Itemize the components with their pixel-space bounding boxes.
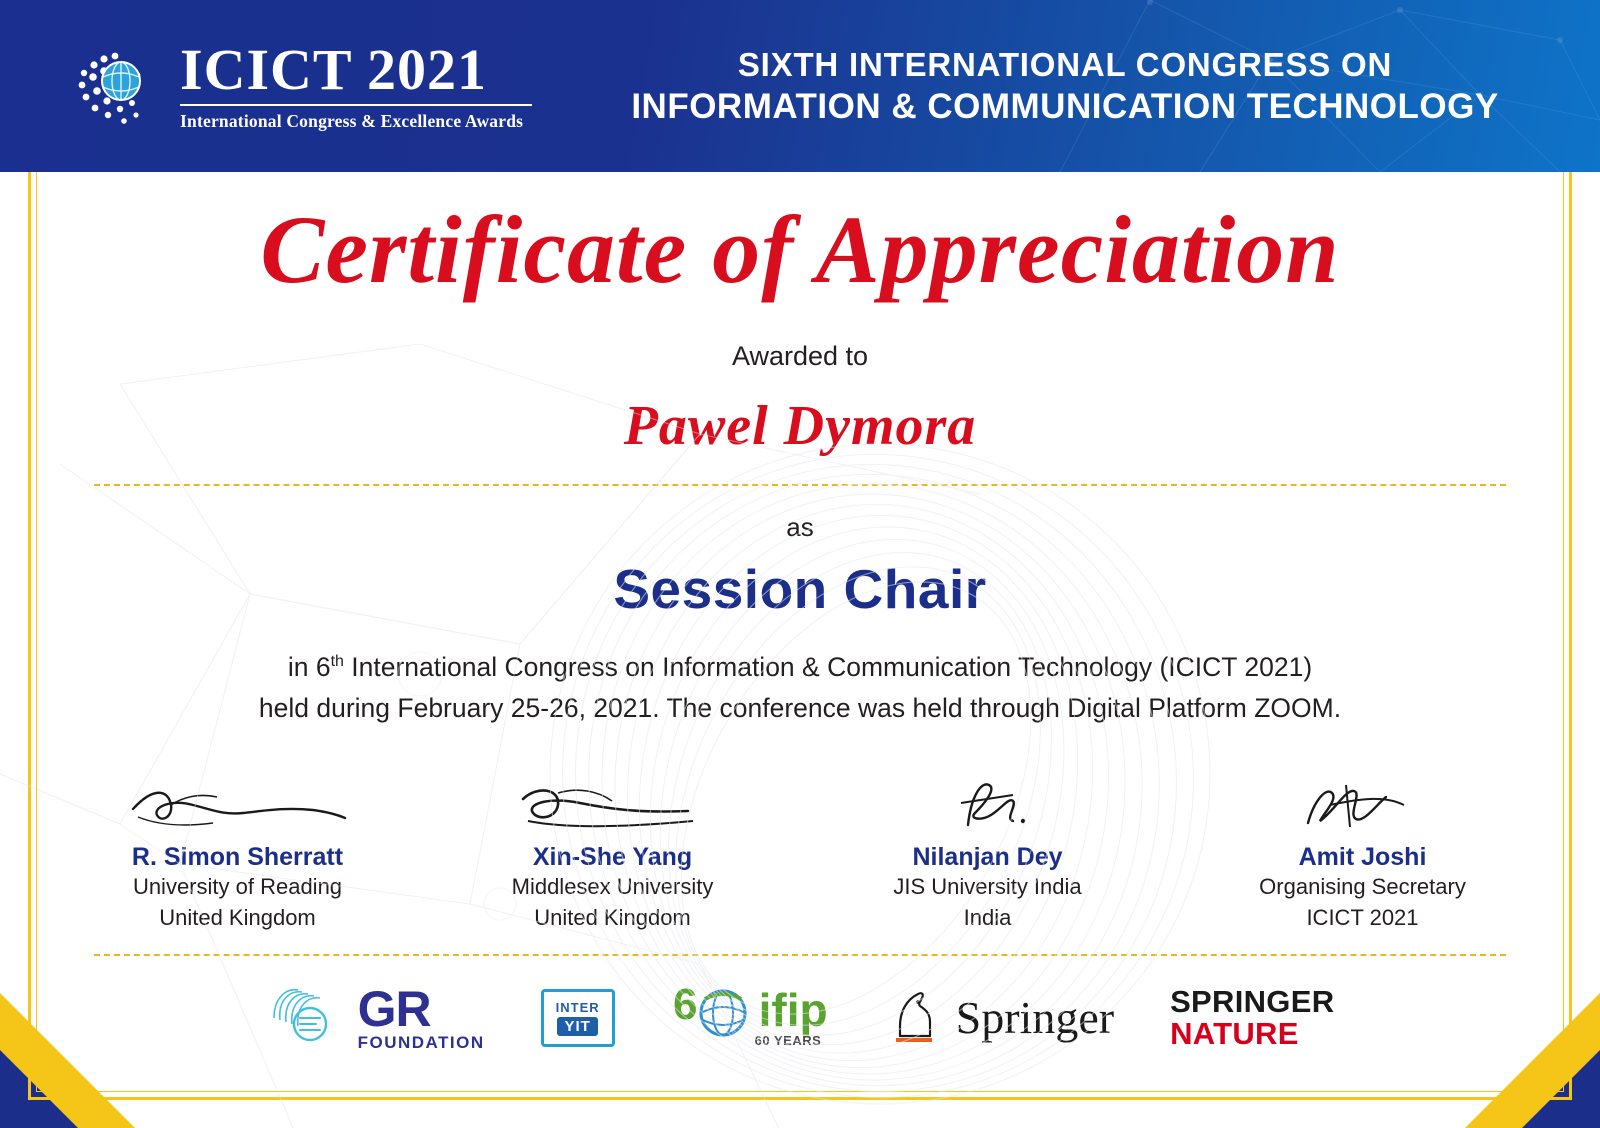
signatory-name: Xin-She Yang <box>532 842 693 871</box>
signatory-country: United Kingdom <box>159 904 316 930</box>
page-title: Certificate of Appreciation <box>260 196 1340 303</box>
description-line-2: held during February 25-26, 2021. The conference was held through Digital Platform ZOOM. <box>258 692 1342 723</box>
header-line-2: INFORMATION & COMMUNICATION TECHNOLOGY <box>631 86 1499 126</box>
sponsor-inter-yit <box>541 978 615 1058</box>
awarded-to-label: Awarded to <box>731 340 869 371</box>
divider-bottom <box>94 954 1506 956</box>
signatory-country: India <box>963 904 1012 930</box>
inter-yit-bottom-text: YIT <box>557 1017 597 1036</box>
header-title-block <box>560 44 1600 129</box>
handwritten-signature-icon <box>800 771 1175 837</box>
signatory-block-4 <box>1175 771 1550 934</box>
signatures-row <box>0 771 1600 934</box>
signatory-block-3 <box>800 771 1175 934</box>
springer-wordmark: Springer <box>955 991 1115 1043</box>
gr-foundation-logo-icon <box>266 984 350 1051</box>
divider-top <box>94 484 1506 486</box>
signatory-affiliation: JIS University India <box>893 873 1082 899</box>
springer-nature-top: SPRINGER <box>1170 983 1335 1019</box>
gr-foundation-name: GR <box>357 981 431 1038</box>
as-label: as <box>786 511 814 542</box>
inter-yit-logo-icon <box>541 989 615 1047</box>
signatory-name: Amit Joshi <box>1298 842 1427 871</box>
signatory-name: R. Simon Sherratt <box>131 842 344 871</box>
recipient-name: Pawel Dymora <box>623 394 977 457</box>
sponsor-ifip <box>671 978 828 1058</box>
gr-foundation-sub: FOUNDATION <box>357 1033 485 1053</box>
signatory-event: ICICT 2021 <box>1306 904 1419 930</box>
sponsor-logos-row <box>0 972 1600 1064</box>
brand-divider <box>180 104 532 106</box>
brand-title: ICICT 2021 <box>180 36 488 102</box>
signatory-block-2 <box>425 771 800 934</box>
handwritten-signature-icon <box>1175 771 1550 837</box>
ifip-wordmark: ifip <box>758 984 828 1037</box>
sponsor-springer <box>884 978 1114 1058</box>
header-banner <box>0 0 1600 172</box>
description-line-1-prefix: in 6 <box>287 651 331 682</box>
inter-yit-top-text: INTER <box>555 999 600 1015</box>
icict-globe-logo-icon <box>62 31 172 141</box>
sponsor-springer-nature <box>1170 978 1334 1058</box>
springer-nature-bottom: NATURE <box>1170 1015 1299 1051</box>
description-line-1-rest: International Congress on Information & Communication Technology (ICICT 2021) <box>343 651 1313 682</box>
certificate-body <box>0 172 1600 1128</box>
sponsor-gr-foundation <box>266 978 485 1058</box>
ifip-60-years-logo-icon <box>671 979 755 1056</box>
signatory-block-1 <box>50 771 425 934</box>
springer-knight-logo-icon <box>884 982 944 1053</box>
role-title: Session Chair <box>613 557 987 620</box>
handwritten-signature-icon <box>50 771 425 837</box>
certificate-description <box>0 647 1600 729</box>
ifip-years-label: 60 YEARS <box>754 1033 822 1049</box>
handwritten-signature-icon <box>425 771 800 837</box>
description-line-1 <box>0 647 1600 688</box>
signatory-role: Organising Secretary <box>1259 873 1466 899</box>
signatory-name: Nilanjan Dey <box>912 842 1063 871</box>
ordinal-suffix: th <box>330 652 344 670</box>
signatory-country: United Kingdom <box>534 904 691 930</box>
svg-text:6: 6 <box>672 980 698 1030</box>
header-line-1: SIXTH INTERNATIONAL CONGRESS ON <box>737 45 1393 83</box>
signatory-affiliation: University of Reading <box>132 873 343 899</box>
signatory-affiliation: Middlesex University <box>511 873 714 899</box>
brand-subtitle: International Congress & Excellence Awards <box>180 111 524 132</box>
